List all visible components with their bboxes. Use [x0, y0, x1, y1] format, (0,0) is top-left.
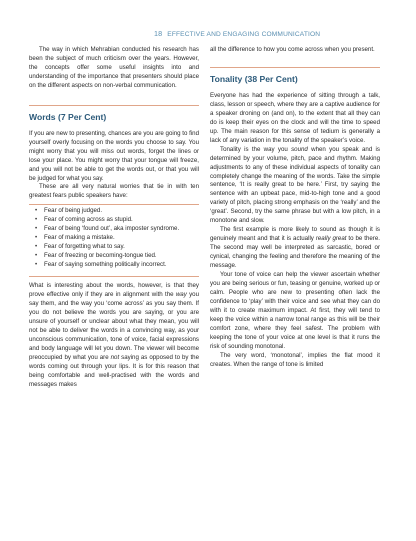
list-item: • Fear of coming across as stupid. — [35, 216, 199, 225]
words-heading: Words (7 Per Cent) — [29, 111, 107, 122]
tonality-heading: Tonality (38 Per Cent) — [210, 73, 298, 84]
page-number: 18 — [154, 29, 163, 38]
emphasis-text: not — [110, 353, 120, 361]
tonality-section-header — [210, 67, 380, 85]
tonality-paragraph-4: Your tone of voice can help the viewer ascertain whether you are being serious or fun, teasing or genuine, worked up or calm. People who are new to presenting often lack the confidence to ‘play’ with their voice and see what they can do with it to create maximum impact. At first, they will tend to keep the voice within a narrow tonal range as this will be their comfort zone, where they feel safest. The problem with keeping the tone of your voice at one level is that it runs the risk of sounding monotonal. — [210, 271, 380, 350]
list-item: • Fear of being judged. — [35, 207, 199, 216]
list-item: • Fear of being ‘found out’, aka imposter syndrome. — [35, 225, 199, 234]
text-run: Tonality is the way you — [220, 145, 292, 153]
words-paragraph-3 — [29, 282, 199, 389]
emphasis-text: really great — [315, 235, 347, 243]
text-run: when you speak and is determined by your volume, pitch, pace and rhythm. Making adjustments to any of these individual aspects of tonality can completely change the meaning of the words. Take the simple sentence, ‘It is really great to be here.’ First, try saying the sentence with an upbeat pace, mid-to-high tone and a good variety of pitch, placing strong emphasis on the ‘really’ and the ‘great’. Second, try the same phrase but with a low pitch, in a monotone and slow. — [210, 145, 380, 225]
text-run: saying as opposed to by the words coming out through your lips. It is for this reason that being comfortable and well-practised with the words and messages makes — [29, 353, 199, 388]
tonality-paragraph-2 — [210, 146, 380, 227]
running-header — [154, 29, 320, 38]
list-item: • Fear of forgetting what to say. — [35, 243, 199, 252]
tonality-paragraph-1: Everyone has had the experience of sitting through a talk, class, lesson or speech, where they are a captive audience for a speaker droning on (and on), to the extent that all they can do is keep their eyes on the clock and will the time to speed up. The main reason for this sense of tedium is generally a lack of any variation in the tonality of the speaker’s voice. — [210, 91, 380, 144]
section-divider — [29, 105, 199, 106]
emphasis-text: sound — [291, 145, 308, 153]
text-run: you say them, and the way you ‘come across’ as you say them. If you do not believe the words you are saying, or you are unsure of yourself or unclear about what they mean, you will not be able to deliver the words in a convincing way, as your unconscious communication, tone of voice, facial expressions and body language will let you down. The viewer will become preoccupied by what you are — [29, 291, 200, 361]
section-divider — [210, 67, 380, 68]
list-bottom-divider — [29, 276, 199, 277]
list-item: • Fear of freezing or becoming-tongue tied. — [35, 252, 199, 261]
list-item: • Fear of making a mistake. — [35, 234, 199, 243]
left-column — [29, 46, 199, 390]
text-run: The first example is more likely to sound as though it is genuinely meant and that it is actually — [210, 226, 380, 243]
intro-paragraph: The way in which Mehrabian conducted his research has been the subject of much criticism over the years. However, the concepts offer some useful insights into and understanding of the importance that presenters should place on the different aspects on non-verbal communication. — [29, 46, 199, 89]
words-paragraph-1: If you are new to presenting, chances are you are going to find yourself overly focusing on the words you choose to say. You might worry that you will miss out words, forget the lines or lose your place. You might worry that your tongue will freeze, and you will not be able to get the words out, or that you will be judged for what you say. — [29, 129, 199, 182]
tonality-paragraph-3 — [210, 226, 380, 271]
fears-list — [35, 207, 199, 270]
text-run: What is interesting about the words, however, is that they prove effective only if they are in alignment with the — [29, 282, 199, 299]
list-top-divider — [29, 204, 199, 205]
text-run: to be there. The second may well be interpreted as sarcastic, bored or cynical, changing the feeling and therefore the meaning of the message. — [210, 235, 380, 270]
list-item: • Fear of saying something politically incorrect. — [35, 261, 199, 270]
right-column — [210, 46, 380, 370]
words-paragraph-2: These are all very natural worries that tie in with ten greatest fears public speakers have: — [29, 183, 199, 200]
running-title: EFFECTIVE AND ENGAGING COMMUNICATION — [167, 31, 321, 38]
emphasis-text: way — [175, 291, 187, 299]
continued-paragraph: all the difference to how you come across when you present. — [210, 46, 375, 53]
words-section-header — [29, 105, 199, 123]
tonality-paragraph-5: The very word, ‘monotonal’, implies the flat mood it creates. When the range of tone is limited — [210, 351, 380, 368]
